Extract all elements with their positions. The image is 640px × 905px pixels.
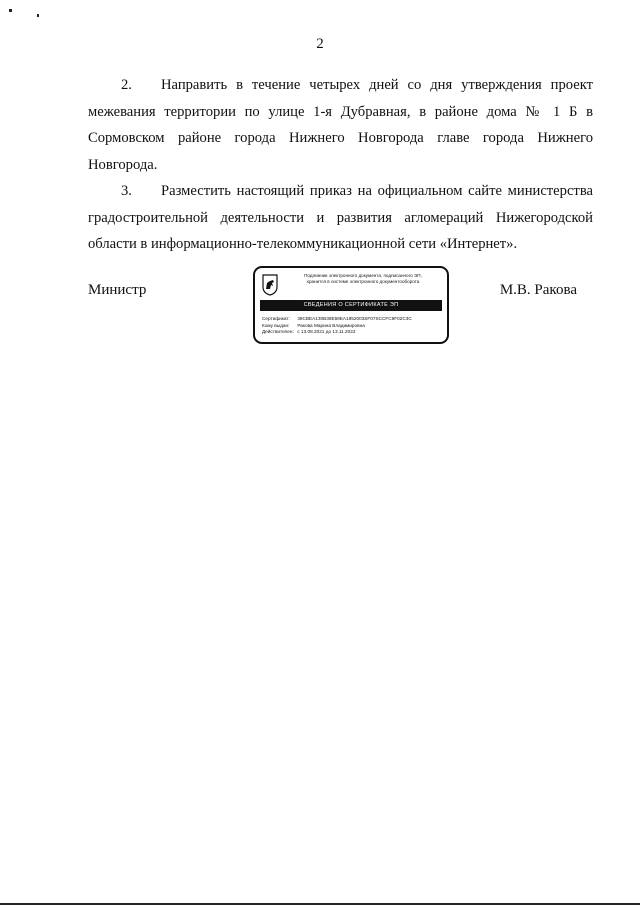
valid-value: с 13.08.2021 до 13.11.2022 <box>297 329 356 335</box>
paragraph-text: Разместить настоящий приказ на официальном сайте министерства градостроительной деятельности и развития агломераций Нижегородской области в информационно-телекоммуникационной сети «Интернет». <box>88 183 593 252</box>
document-body <box>88 72 593 258</box>
signer-title: Министр <box>88 282 147 298</box>
valid-row <box>262 329 448 336</box>
certificate-row <box>262 316 448 323</box>
certificate-label: Сертификат: <box>262 316 290 321</box>
signer-name: М.В. Ракова <box>499 282 577 298</box>
stamp-header-line: хранится в системе электронного документооборота <box>306 279 420 284</box>
paragraph-number: 3. <box>121 183 132 199</box>
paragraph-text: Направить в течение четырех дней со дня утверждения проект межевания территории по улице 1-я Дубравная, в районе дома № 1 Б в Сормовском районе города Нижнего Новгорода главе города Нижнего Новгорода. <box>88 77 593 173</box>
stamp-header-line: Подлинник электронного документа, подписанного ЭП, <box>304 273 422 278</box>
valid-label: Действителен: <box>262 329 294 335</box>
paragraph-number: 2. <box>121 77 132 93</box>
stamp-certificate-bar: СВЕДЕНИЯ О СЕРТИФИКАТЕ ЭП <box>260 300 442 311</box>
paragraph-2 <box>88 72 593 178</box>
electronic-signature-stamp <box>253 266 449 344</box>
paragraph-3 <box>88 178 593 258</box>
scan-speck <box>9 9 12 12</box>
certificate-value: 39CBEA130B38E59EA1852003SF07SCCFC9F02C3C <box>297 316 412 321</box>
signature-block <box>88 266 593 348</box>
issued-to-value: Ракова Марина Владимировна <box>297 322 365 328</box>
issued-to-label: Кому выдан: <box>262 322 290 328</box>
stamp-details <box>262 316 448 336</box>
coat-of-arms-icon <box>262 274 278 296</box>
scan-speck <box>37 14 39 17</box>
stamp-header <box>283 273 443 285</box>
page-number: 2 <box>316 36 324 52</box>
